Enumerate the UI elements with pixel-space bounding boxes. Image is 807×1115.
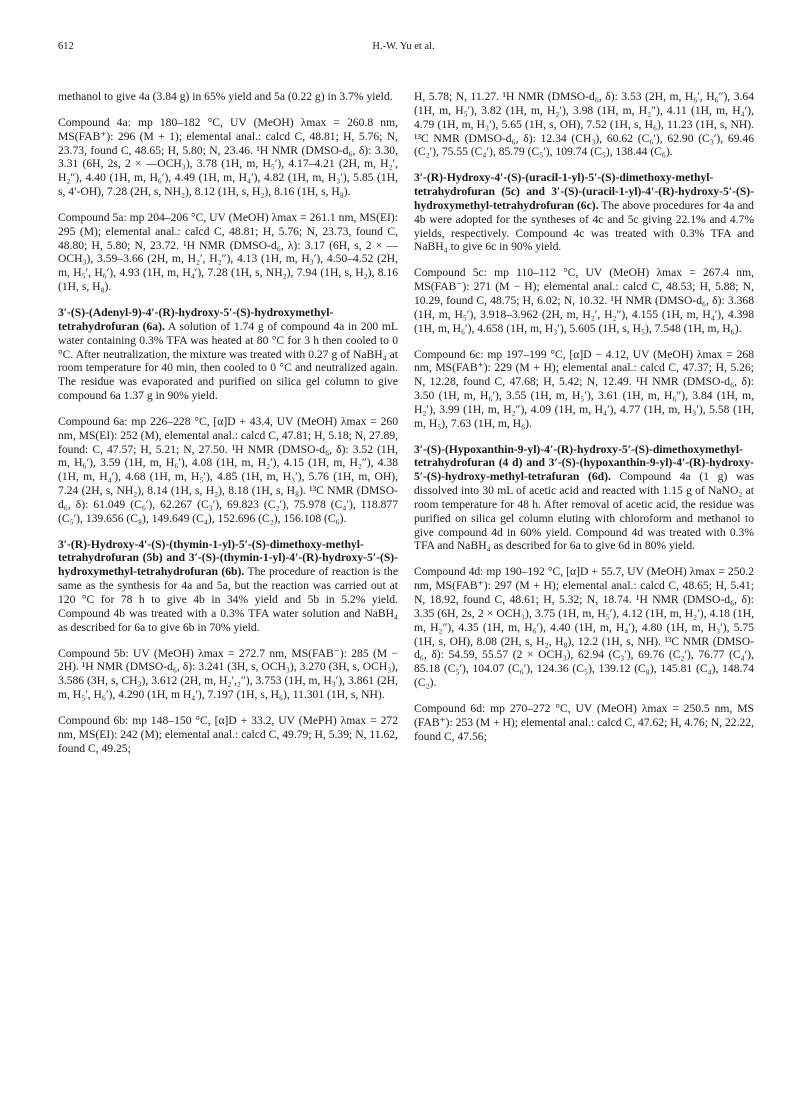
- paragraph-text: Compound 6a: mp 226–228 °C, [α]D + 43.4, UV (MeOH) λmax = 260 nm, MS(EI): 252 (M), elemental anal.: calcd C, 47.81; H, 5.18; N, 27.89, found: C, 47.57; H, 5.21; N, 27.50. ¹H NMR (DMSO-d₆, δ): 3.52 (1H, m, H₆′), 3.59 (1H, m, H₆′), 4.08 (1H, m, H₂′), 4.15 (1H, m, H₂″), 4.38 (1H, m, H₄′), 4.68 (1H, m, H₅′), 4.85 (1H, m, H₃′), 5.76 (1H, m, OH), 7.24 (2H, s, NH₂), 8.14 (1H, s, H₂), 8.18 (1H, s, H₈). ¹³C NMR (DMSO-d₆, δ): 61.049 (C₆′), 62.267 (C₃′), 69.823 (C₂′), 75.978 (C₄′), 118.877 (C₅′), 139.656 (C₈), 149.649 (C₄), 152.696 (C₂), 156.108 (C₆).: [58, 414, 398, 525]
- left-column: [58, 90, 398, 767]
- paragraph-text: methanol to give 4a (3.84 g) in 65% yield and 5a (0.22 g) in 3.7% yield.: [58, 90, 393, 103]
- paragraph-text: Compound 4d: mp 190–192 °C, [α]D + 55.7, UV (MeOH) λmax = 250.2 nm, MS(FAB⁺): 297 (M + H); elemental anal.: calcd C, 48.65; H, 5.41; N, 18.92, found C, 48.61; H, 5.32; N, 18.74. ¹H NMR (DMSO-d₆, δ): 3.35 (6H, 2s, 2 × OCH₃), 3.75 (1H, m, H₅′), 4.12 (1H, m, H₂′), 4.18 (1H, m, H₂″), 4.35 (1H, m, H₆′), 4.40 (1H, m, H₄′), 4.80 (1H, m, H₃′), 5.75 (1H, s, OH), 8.08 (2H, s, H₂, H₈), 12.2 (1H, s, NH). ¹³C NMR (DMSO-d₆, δ): 54.59, 55.57 (2 × OCH₃), 62.94 (C₃′), 69.76 (C₂′), 76.77 (C₄′), 85.18 (C₅′), 104.07 (C₆′), 124.36 (C₅), 139.12 (C₈), 145.81 (C₄), 148.74 (C₂).: [414, 565, 754, 690]
- paragraph: [58, 116, 398, 199]
- paragraph-text: Compound 4a: mp 180–182 °C, UV (MeOH) λmax = 260.8 nm, MS(FAB⁺): 296 (M + 1); elemental anal.: calcd C, 48.81; H, 5.76; N, 23.73, found C, 48.65; H, 5.80; N, 23.46. ¹H NMR (DMSO-d₆, δ): 3.30, 3.31 (6H, 2s, 2 × —OCH₃), 3.78 (1H, m, H₅′), 4.17–4.21 (2H, m, H₂′, H₂″), 4.40 (1H, m, H₆′), 4.49 (1H, m, H₄′), 4.82 (1H, m, H₃′), 5.85 (1H, s, 4′-OH), 7.28 (2H, s, NH₂), 8.12 (1H, s, H₂), 8.16 (1H, s, H₈).: [58, 115, 398, 199]
- section-title: 3′-(R)-Hydroxy-4′-(S)-(thymin-1-yl)-5′-(S)-dimethoxy-methyl-tetrahydrofuran (5b) and 3′-(S)-(thymin-1-yl)-4′-(R)-hydroxy-5′-(S)-hydroxymethyl-tetrahydrofuran (6b).: [58, 537, 398, 579]
- paragraph-text: The above procedures for 4a and 4b were adopted for the syntheses of 4c and 5c giving 22.1% and 4.7% yields, respectively. Compound 4c was treated with 0.3% TFA and NaBH₄ to give 6c in 90% yield.: [414, 198, 754, 254]
- paragraph: [58, 90, 398, 104]
- paragraph-text: Compound 6d: mp 270–272 °C, UV (MeOH) λmax = 250.5 nm, MS (FAB⁺): 253 (M + H); elemental anal.: calcd C, 47.62; H, 4.76; N, 22.22, found C, 47.56;: [414, 701, 754, 743]
- paragraph: [414, 348, 754, 431]
- paragraph-text: Compound 5c: mp 110–112 °C, UV (MeOH) λmax = 267.4 nm, MS(FAB⁻): 271 (M − H); elemental anal.: calcd C, 48.53; H, 5.88; N, 10.29, found C, 48.75; H, 6.02; N, 10.32. ¹H NMR (DMSO-d₆, δ): 3.368 (1H, m, H₅′), 3.918–3.962 (2H, m, H₂′, H₂″), 4.155 (1H, m, H₄′), 4.398 (1H, m, H₆′), 4.658 (1H, m, H₃′), 5.605 (1H, s, H₅), 7.548 (1H, m, H₆).: [414, 266, 754, 335]
- page-header: [0, 41, 807, 61]
- paragraph-text: H, 5.78; N, 11.27. ¹H NMR (DMSO-d₆, δ): 3.53 (2H, m, H₆′, H₆″), 3.64 (1H, m, H₅′), 3.82 (1H, m, H₂′), 3.98 (1H, m, H₂″), 4.11 (1H, m, H₄′), 4.79 (1H, m, H₃′), 5.65 (1H, s, OH), 7.52 (1H, s, H₆), 11.23 (1H, s, NH). ¹³C NMR (DMSO-d₆, δ): 12.34 (CH₃), 60.62 (C₆′), 62.90 (C₃′), 69.46 (C₂′), 75.55 (C₄′), 85.79 (C₅′), 109.74 (C₅), 138.44 (C₆).: [414, 90, 754, 159]
- paragraph: [414, 90, 754, 159]
- running-title: H.-W. Yu et al.: [372, 41, 435, 52]
- paragraph: [58, 714, 398, 756]
- paragraph: [58, 211, 398, 294]
- page-number: 612: [58, 41, 74, 52]
- paragraph-text: A solution of 1.74 g of compound 4a in 200 mL water containing 0.3% TFA was heated at 80 °C for 3 h then cooled to 0 °C. After neutralization, the mixture was treated with 0.27 g of NaBH₄ at room temperature for 40 min, then cooled to 0 °C and neutralized again. The residue was evaporated and purified on silica gel column to give compound 6a 1.37 g in 90% yield.: [58, 319, 398, 403]
- paragraph-text: Compound 5a: mp 204–206 °C, UV (MeOH) λmax = 261.1 nm, MS(EI): 295 (M); elemental anal.: calcd C, 48.81; H, 5.76; N, 23.73, found C, 48.80; H, 5.80; N, 23.72. ¹H NMR (DMSO-d₆, λ): 3.17 (6H, s, 2 × —OCH₃), 3.59–3.66 (2H, m, H₂′, H₂″), 4.13 (1H, m, H₃′), 4.50–4.52 (2H, m, H₅′, H₆′), 4.93 (1H, m, H₄′), 7.28 (1H, s, NH₂), 7.94 (1H, s, H₂), 8.16 (1H, s, H₈).: [58, 210, 398, 294]
- section-title: 3′-(R)-Hydroxy-4′-(S)-(uracil-1-yl)-5′-(S)-dimethoxy-methyl-tetrahydrofuran (5c) and 3′-(S)-(uracil-1-yl)-4′-(R)-hydroxy-5′-(S)-hydroxymethyl-tetrahydrofuran (6c).: [414, 171, 754, 212]
- paragraph: [414, 565, 754, 690]
- paragraph: [414, 266, 754, 335]
- paragraph: [414, 702, 754, 744]
- paragraph: [58, 415, 398, 526]
- paragraph-text: Compound 6c: mp 197–199 °C, [α]D − 4.12, UV (MeOH) λmax = 268 nm, MS(FAB⁺): 229 (M + H); elemental anal.: calcd C, 47.37; H, 5.26; N, 12.28, found C, 47.68; H, 5.42; N, 12.49. ¹H NMR (DMSO-d₆, δ): 3.50 (1H, m, H₆′), 3.55 (1H, m, H₅′), 3.61 (1H, m, H₆″), 3.84 (1H, m, H₂′), 3.99 (1H, m, H₂″), 4.09 (1H, m, H₄′), 4.77 (1H, m, H₃′), 5.58 (1H, m, H₅), 7.63 (1H, m, H₆).: [414, 347, 754, 430]
- paragraph-text: Compound 6b: mp 148–150 °C, [α]D + 33.2, UV (MePH) λmax = 272 nm, MS(EI): 242 (M); elemental anal.: calcd C, 49.79; H, 5.39; N, 11.62, found C, 49.25;: [58, 713, 398, 755]
- section-title: 3′-(S)-(Hypoxanthin-9-yl)-4′-(R)-hydroxy-5′-(S)-dimethoxymethyl-tetrahydrofuran (4 d) and 3′-(S)-(hypoxanthin-9-yl)-4′-(R)-hydroxy-5′-(S)-hydroxy-methyl-tetrafuran (6d).: [414, 442, 754, 484]
- right-column: [414, 90, 754, 755]
- paragraph-text: The procedure of reaction is the same as the synthesis for 4a and 5a, but the reaction was carried out at 120 °C for 78 h to give 4b in 34% yield and 5b in 5.2% yield. Compound 4b was treated with a 0.3% TFA water solution and NaBH₄ as described for 6a to give 6b in 70% yield.: [58, 565, 398, 634]
- paragraph-text: Compound 5b: UV (MeOH) λmax = 272.7 nm, MS(FAB⁻): 285 (M − 2H). ¹H NMR (DMSO-d₆, δ): 3.241 (3H, s, OCH₃), 3.270 (3H, s, OCH₃), 3.586 (3H, s, CH₃), 3.612 (2H, m, H₂′,₂″), 3.753 (1H, m, H₃′), 3.861 (2H, m, H₅′, H₆′), 4.290 (1H, m H₄′), 7.197 (1H, s, H₆), 11.301 (1H, s, NH).: [58, 646, 398, 702]
- paragraph: [58, 647, 398, 702]
- section-title: 3′-(S)-(Adenyl-9)-4′-(R)-hydroxy-5′-(S)-hydroxymethyl-tetrahydrofuran (6a).: [58, 305, 334, 333]
- paragraph-text: Compound 4a (1 g) was dissolved into 30 mL of acetic acid and reacted with 1.15 g of NaNO₂ at room temperature for 48 h. After removal of acetic acid, the residue was purified on silica gel column eluting with chloroform and methanol to give compound 4d in 60% yield. Compound 4d was treated with 0.3% TFA and NaBH₄ as described for 6a to give 6d in 80% yield.: [414, 470, 754, 553]
